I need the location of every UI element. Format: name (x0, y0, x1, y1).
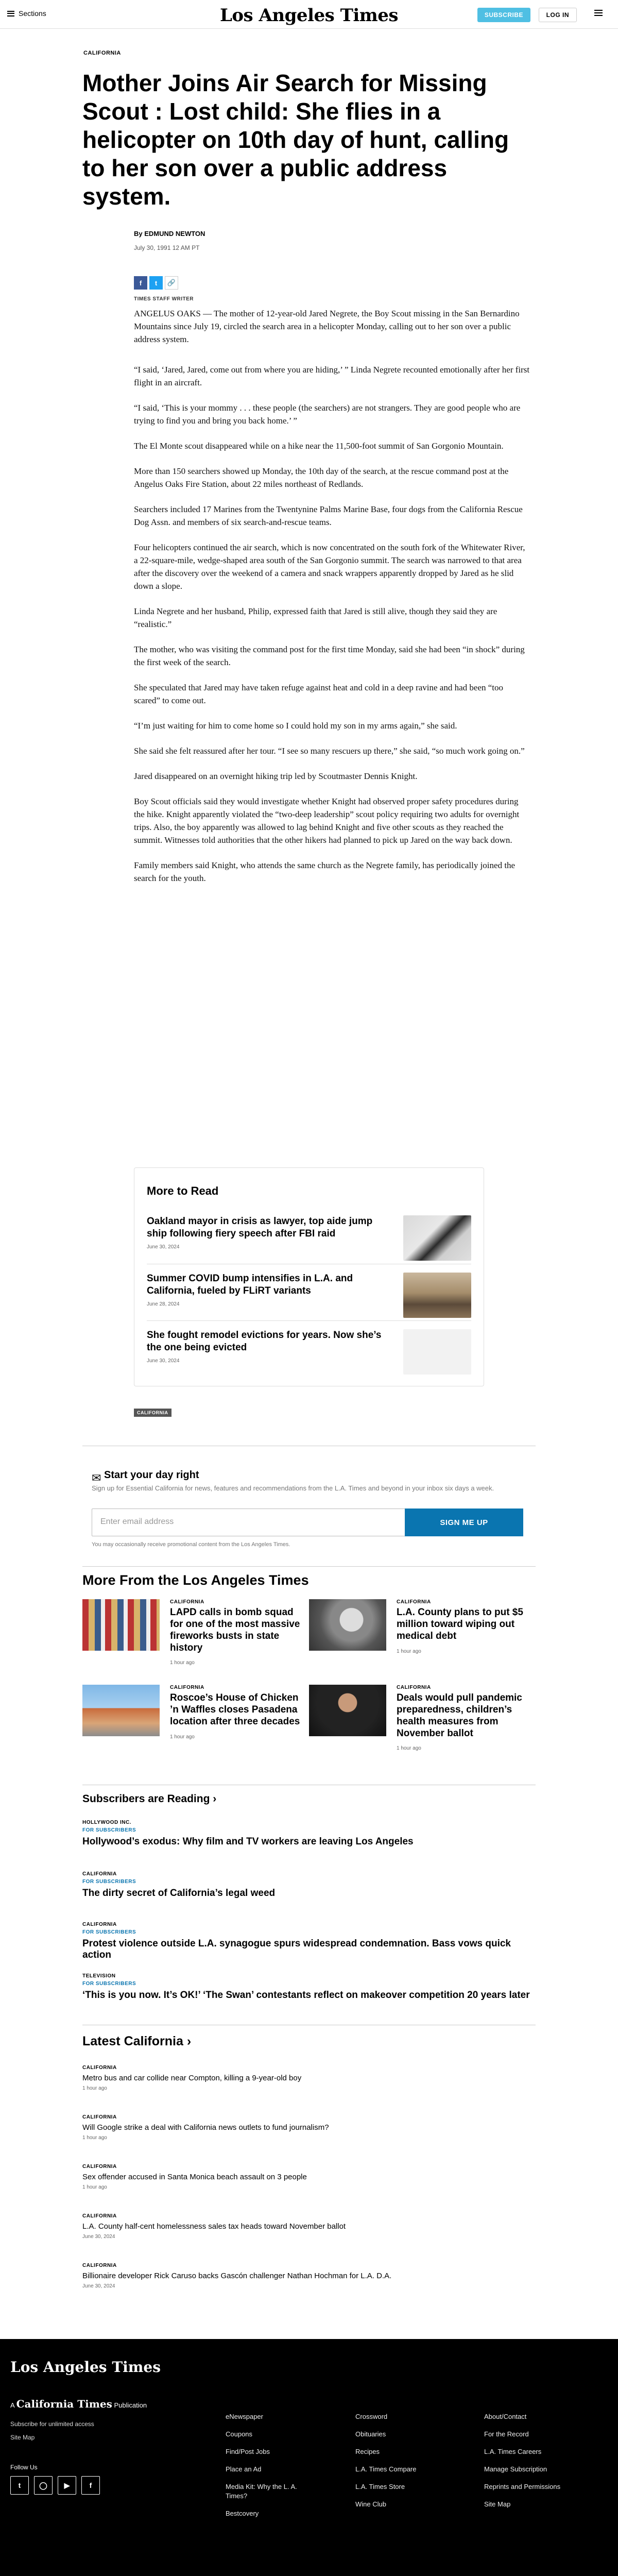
subscribers-title-label: Subscribers are Reading (82, 1793, 210, 1805)
story-headline[interactable]: The dirty secret of California’s legal weed (82, 1888, 276, 1899)
latest-title[interactable] (82, 2034, 191, 2049)
story-kicker[interactable]: CALIFORNIA (170, 1599, 204, 1605)
subscribe-button[interactable]: SUBSCRIBE (477, 8, 530, 22)
california-times-label (10, 2398, 147, 2410)
newsletter-description: Sign up for Essential California for news, features and recommendations from the L.A. Times and beyond in your inbox six days a week. (92, 1484, 494, 1492)
article-paragraph: “I said, ‘This is your mommy . . . these people (the searchers) are not strangers. They are good people who are trying to find you and bring you back home.’ ” (134, 403, 521, 426)
footer-link[interactable]: About/Contact (484, 2413, 527, 2420)
story-card[interactable] (82, 1685, 309, 1752)
footer-link[interactable]: Recipes (355, 2448, 380, 2455)
article-paragraph: She said she felt reassured after her tour. “I see so many rescuers up there,” she said, “so much work going on.” (134, 746, 525, 756)
more-to-read-box (134, 1167, 484, 1386)
article-paragraph: ANGELUS OAKS — The mother of 12-year-old Jared Negrete, the Boy Scout missing in the San Bernardino Mountains since July 19, circled the search area in a helicopter Monday, calling out to her son over a public address system. (134, 309, 520, 344)
story-kicker[interactable]: CALIFORNIA (82, 2114, 117, 2120)
twitter-share-icon[interactable]: t (149, 276, 163, 290)
story-kicker[interactable]: CALIFORNIA (82, 1871, 117, 1877)
article-paragraph: She speculated that Jared may have taken refuge against heat and cold in a deep ravine and had been “too scared” to come out. (134, 683, 504, 705)
footer-link[interactable]: Media Kit: Why the L. A. Times? (226, 2483, 297, 2500)
story-headline[interactable]: LAPD calls in bomb squad for one of the most massive fireworks busts in state history (170, 1607, 300, 1653)
story-headline[interactable]: Hollywood’s exodus: Why film and TV workers are leaving Los Angeles (82, 1836, 414, 1847)
more-to-read-item[interactable] (147, 1320, 471, 1377)
story-headline[interactable]: Metro bus and car collide near Compton, killing a 9-year-old boy (82, 2074, 302, 2082)
latest-story[interactable] (82, 2213, 536, 2240)
story-headline[interactable]: ‘This is you now. It’s OK!’ ‘The Swan’ contestants reflect on makeover competition 20 years later (82, 1990, 530, 2001)
more-to-read-item[interactable] (147, 1207, 471, 1264)
article-byline: By EDMUND NEWTON (134, 230, 205, 238)
story-kicker[interactable]: TELEVISION (82, 1973, 116, 1979)
story-kicker[interactable]: CALIFORNIA (170, 1685, 204, 1690)
article-paragraph: Searchers included 17 Marines from the Twentynine Palms Marine Base, four dogs from the California Rescue Dog Assn. and members of six search-and-rescue teams. (134, 504, 523, 527)
footer-link[interactable]: Crossword (355, 2413, 388, 2420)
latest-title-label: Latest California (82, 2034, 183, 2048)
ca-suffix: Publication (114, 2401, 147, 2409)
menu-icon[interactable] (594, 10, 603, 16)
newsletter-title: Start your day right (104, 1469, 199, 1481)
article-date: July 30, 1991 12 AM PT (134, 244, 200, 251)
story-headline[interactable]: Sex offender accused in Santa Monica beach assault on 3 people (82, 2173, 307, 2181)
site-footer (0, 2339, 618, 2576)
footer-column (484, 2412, 560, 2517)
login-button[interactable]: LOG IN (539, 8, 577, 22)
story-date: June 30, 2024 (82, 2234, 115, 2240)
article-tag[interactable]: CALIFORNIA (134, 1409, 171, 1417)
more-from-title: More From the Los Angeles Times (82, 1572, 309, 1588)
article-body (134, 307, 530, 897)
story-image[interactable] (82, 1599, 160, 1651)
footer-link[interactable]: Site Map (10, 2434, 35, 2441)
subscriber-story[interactable] (82, 1871, 536, 1899)
thumbnail-image[interactable] (403, 1215, 471, 1261)
story-image[interactable] (82, 1685, 160, 1736)
article-paragraph: Linda Negrete and her husband, Philip, expressed faith that Jared is still alive, though they said they are “realistic.” (134, 606, 497, 629)
share-bar (134, 276, 178, 290)
footer-link[interactable]: L.A. Times Compare (355, 2465, 417, 2473)
ca-prefix: A (10, 2401, 14, 2409)
latest-story[interactable] (82, 2065, 536, 2091)
article-paragraph: “I said, ‘Jared, Jared, come out from where you are hiding,’ ” Linda Negrete recounted emotionally after her first flight in an aircraft. (134, 365, 530, 387)
more-to-read-date: June 30, 2024 (147, 1358, 180, 1364)
ca-name: California Times (16, 2398, 112, 2410)
story-kicker[interactable]: CALIFORNIA (82, 2263, 117, 2268)
sections-label: Sections (19, 9, 46, 18)
more-to-read-title: More to Read (147, 1184, 219, 1197)
chevron-right-icon: › (213, 1793, 217, 1805)
story-kicker[interactable]: CALIFORNIA (82, 2065, 117, 2071)
story-kicker[interactable]: CALIFORNIA (82, 2164, 117, 2170)
article-paragraph: Jared disappeared on an overnight hiking trip led by Scoutmaster Dennis Knight. (134, 771, 418, 781)
newsletter-note: You may occasionally receive promotional content from the Los Angeles Times. (92, 1541, 290, 1548)
footer-link[interactable]: Bestcovery (226, 2510, 259, 2517)
more-to-read-date: June 28, 2024 (147, 1301, 180, 1307)
latest-story[interactable] (82, 2263, 536, 2289)
more-to-read-date: June 30, 2024 (147, 1244, 180, 1250)
story-kicker[interactable]: CALIFORNIA (82, 2213, 117, 2219)
story-date: 1 hour ago (82, 2184, 107, 2190)
footer-link[interactable]: eNewspaper (226, 2413, 263, 2420)
latest-story[interactable] (82, 2164, 536, 2190)
latest-story[interactable] (82, 2114, 536, 2141)
footer-logo[interactable]: Los Angeles Times (10, 2359, 161, 2376)
footer-link[interactable]: Find/Post Jobs (226, 2448, 270, 2455)
footer-link[interactable]: For the Record (484, 2430, 529, 2438)
story-card[interactable] (309, 1685, 536, 1752)
story-kicker[interactable]: CALIFORNIA (82, 1922, 117, 1927)
more-to-read-headline[interactable]: She fought remodel evictions for years. Now she’s the one being evicted (147, 1330, 382, 1353)
story-headline[interactable]: L.A. County half-cent homelessness sales tax heads toward November ballot (82, 2222, 346, 2231)
article-paragraph: Boy Scout officials said they would investigate whether Knight had observed proper safety procedures during the hike. Knight apparently violated the “two-deep leadership” scout policy requiring two adults for overnight trips. Also, the boy apparently was allowed to lag behind Knight and five other scouts as they reached the summit. Witnesses told authorities that the other hikers had planned to pick up Jared on the way back down. (134, 796, 520, 845)
story-date: 1 hour ago (170, 1734, 195, 1740)
subscriber-badge: FOR SUBSCRIBERS (82, 1879, 136, 1885)
more-to-read-headline[interactable]: Oakland mayor in crisis as lawyer, top aide jump ship following fiery speech after FBI raid (147, 1216, 373, 1239)
story-card[interactable] (309, 1599, 536, 1666)
story-headline[interactable]: L.A. County plans to put $5 million toward wiping out medical debt (397, 1607, 523, 1641)
story-date: 1 hour ago (170, 1660, 195, 1666)
article-paragraph: “I’m just waiting for him to come home so I could hold my son in my arms again,” she said. (134, 721, 457, 731)
facebook-icon[interactable]: f (81, 2476, 100, 2495)
story-date: 1 hour ago (82, 2135, 107, 2141)
footer-link[interactable]: Manage Subscription (484, 2465, 547, 2473)
footer-link[interactable]: Site Map (484, 2500, 511, 2508)
follow-us-label: Follow Us (10, 2464, 38, 2471)
story-card[interactable] (82, 1599, 309, 1666)
story-headline[interactable]: Deals would pull pandemic preparedness, children’s health measures from November ballot (397, 1692, 522, 1739)
story-date: 1 hour ago (397, 1649, 421, 1654)
staff-label: TIMES STAFF WRITER (134, 296, 194, 302)
story-kicker[interactable]: CALIFORNIA (397, 1599, 431, 1605)
footer-link[interactable]: Subscribe for unlimited access (10, 2420, 94, 2428)
footer-link[interactable]: Reprints and Permissions (484, 2483, 561, 2490)
thumbnail-image[interactable] (403, 1329, 471, 1375)
site-header (0, 0, 618, 29)
newsletter-icon: ✉ (92, 1471, 101, 1484)
article-paragraph: The El Monte scout disappeared while on a hike near the 11,500-foot summit of San Gorgonio Mountain. (134, 441, 504, 451)
youtube-icon[interactable]: ▶ (58, 2476, 76, 2495)
thumbnail-image[interactable] (403, 1273, 471, 1318)
subscriber-badge: FOR SUBSCRIBERS (82, 1981, 136, 1987)
social-links (10, 2476, 100, 2495)
subscribers-title[interactable] (82, 1793, 216, 1805)
site-logo[interactable]: Los Angeles Times (219, 5, 399, 26)
story-kicker[interactable]: CALIFORNIA (397, 1685, 431, 1690)
article-paragraph: The mother, who was visiting the command post for the first time Monday, said she had been “in shock” during the first week of the search. (134, 645, 525, 667)
footer-column (226, 2412, 303, 2527)
footer-link[interactable]: Coupons (226, 2430, 253, 2438)
story-date: 1 hour ago (82, 2086, 107, 2091)
twitter-icon[interactable]: t (10, 2476, 29, 2495)
story-date: 1 hour ago (397, 1745, 421, 1751)
email-input[interactable]: Enter email address (92, 1509, 406, 1536)
article-kicker[interactable]: CALIFORNIA (83, 50, 121, 56)
more-to-read-item[interactable] (147, 1264, 471, 1320)
story-headline[interactable]: Will Google strike a deal with California news outlets to fund journalism? (82, 2123, 329, 2132)
story-headline[interactable]: Billionaire developer Rick Caruso backs Gascón challenger Nathan Hochman for L.A. D.A. (82, 2272, 392, 2280)
subscriber-badge: FOR SUBSCRIBERS (82, 1827, 136, 1833)
more-to-read-headline[interactable]: Summer COVID bump intensifies in L.A. and California, fueled by FLiRT variants (147, 1273, 353, 1296)
story-date: June 30, 2024 (82, 2283, 115, 2289)
story-kicker[interactable]: HOLLYWOOD INC. (82, 1820, 131, 1825)
article-paragraph: More than 150 searchers showed up Monday, the 10th day of the search, at the rescue command post at the Angelus Oaks Fire Station, about 22 miles northeast of Redlands. (134, 466, 509, 489)
subscriber-story[interactable] (82, 1973, 536, 2001)
copy-link-icon[interactable]: 🔗 (165, 276, 178, 290)
article-headline: Mother Joins Air Search for Missing Scout : Lost child: She flies in a helicopter on 10th day of hunt, calling to her son over a public address system. (82, 70, 509, 210)
footer-link[interactable]: L.A. Times Careers (484, 2448, 542, 2455)
sign-up-button[interactable]: SIGN ME UP (405, 1509, 523, 1536)
subscriber-badge: FOR SUBSCRIBERS (82, 1929, 136, 1935)
instagram-icon[interactable]: ◯ (34, 2476, 53, 2495)
subscriber-story[interactable] (82, 1820, 536, 1848)
footer-link[interactable]: L.A. Times Store (355, 2483, 405, 2490)
chevron-right-icon: › (186, 2034, 192, 2048)
section-divider (82, 1566, 536, 1567)
subscriber-story[interactable] (82, 1922, 536, 1961)
article-paragraph: Family members said Knight, who attends the same church as the Negrete family, has periodically joined the search for the youth. (134, 860, 516, 883)
story-image[interactable] (309, 1599, 386, 1651)
article-paragraph: Four helicopters continued the air search, which is now concentrated on the south fork of the Whitewater River, a 22-square-mile, wedge-shaped area south of the San Gorgonio summit. The search was narrowed to that area after the discovery over the weekend of a camera and snack wrappers apparently dropped by Jared as he slid down a slope. (134, 543, 525, 591)
footer-column (355, 2412, 417, 2517)
story-headline[interactable]: Protest violence outside L.A. synagogue spurs widespread condemnation. Bass vows quick action (82, 1938, 511, 1960)
story-image[interactable] (309, 1685, 386, 1736)
story-headline[interactable]: Roscoe’s House of Chicken ’n Waffles closes Pasadena location after three decades (170, 1692, 300, 1727)
footer-link[interactable]: Wine Club (355, 2500, 386, 2508)
facebook-share-icon[interactable]: f (134, 276, 147, 290)
footer-link[interactable]: Place an Ad (226, 2465, 262, 2473)
footer-link[interactable]: Obituaries (355, 2430, 386, 2438)
